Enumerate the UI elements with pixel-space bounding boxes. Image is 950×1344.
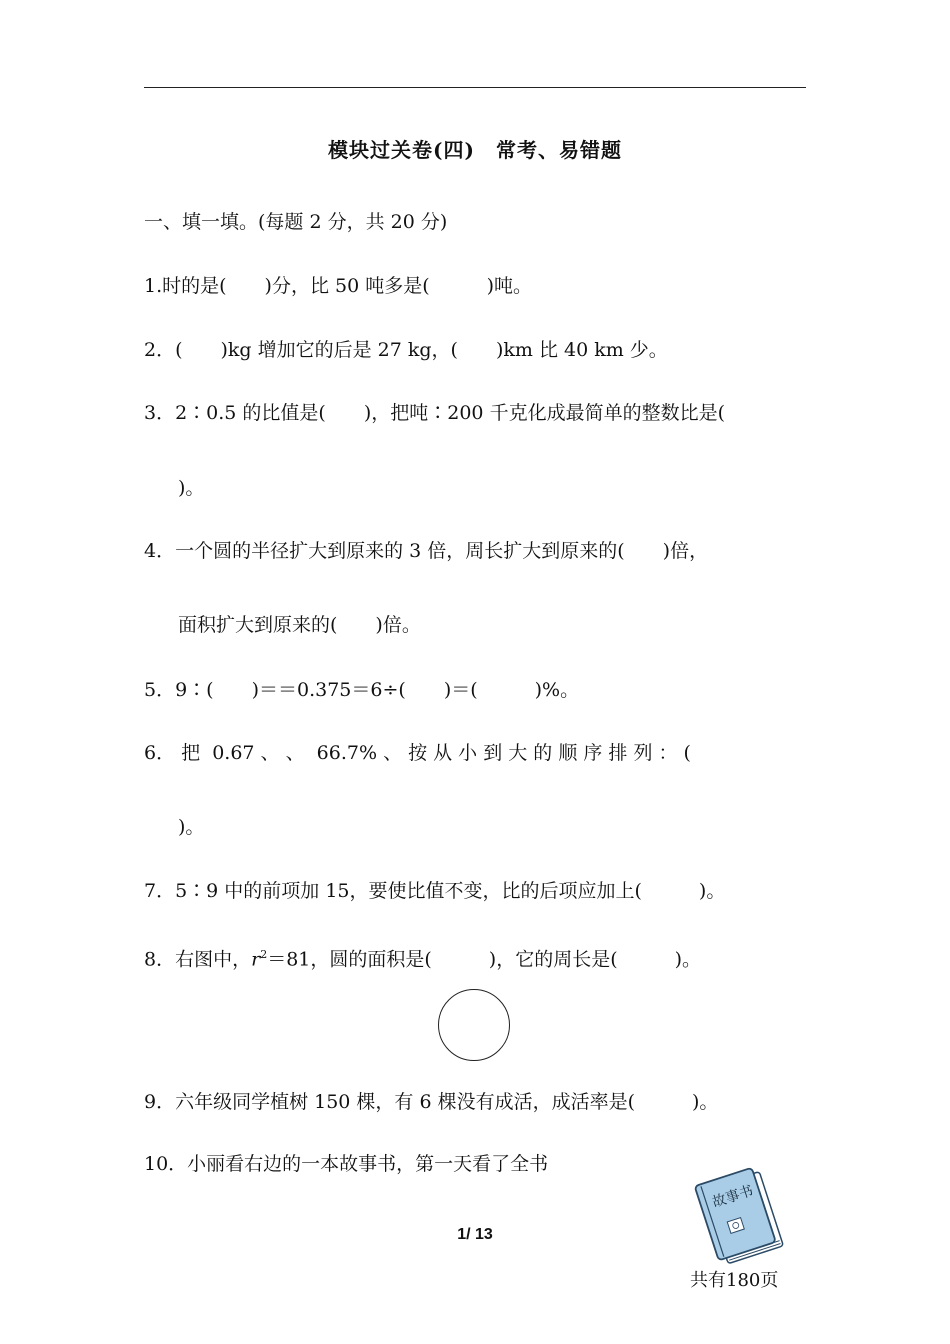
question-1: 1.时的是( )分，比 50 吨多是( )吨。 — [144, 275, 533, 297]
question-3-continued: )。 — [178, 477, 205, 499]
question-9: 9．六年级同学植树 150 棵，有 6 棵没有成活，成活率是( )。 — [144, 1091, 719, 1113]
page-title: 模块过关卷(四) 常考、易错题 — [328, 138, 622, 162]
book-title: 故事书 — [710, 1182, 756, 1212]
radius-exponent: 2 — [260, 948, 268, 961]
question-4-continued: 面积扩大到原来的( )倍。 — [178, 614, 421, 636]
question-8-suffix: ＝81，圆的面积是( )，它的周长是( )。 — [267, 948, 702, 971]
question-3: 3．2∶0.5 的比值是( )，把吨∶200 千克化成最简单的整数比是( — [144, 402, 725, 424]
question-8-prefix: 8．右图中， — [144, 948, 252, 971]
book-caption: 共有180页 — [690, 1270, 779, 1291]
question-2: 2．( )kg 增加它的后是 27 kg，( )km 比 40 km 少。 — [144, 339, 668, 361]
book-icon — [684, 1166, 794, 1266]
section-heading: 一、填一填。(每题 2 分，共 20 分) — [144, 211, 448, 233]
question-8 — [144, 941, 701, 973]
question-7: 7．5∶9 中的前项加 15，要使比值不变，比的后项应加上( )。 — [144, 880, 726, 902]
question-5: 5．9∶( )＝＝0.375＝6÷( )＝( )%。 — [144, 679, 580, 701]
question-10: 10．小丽看右边的一本故事书，第一天看了全书 — [144, 1153, 549, 1175]
circle-figure — [438, 989, 510, 1061]
question-6: 6． 把 0.67 、 、 66.7% 、 按 从 小 到 大 的 顺 序 排 列 ： ( — [144, 742, 691, 764]
question-6-continued: )。 — [178, 816, 205, 838]
header-rule — [144, 87, 806, 88]
page-number: 1/ 13 — [457, 1226, 493, 1243]
storybook-illustration — [684, 1166, 794, 1266]
radius-variable: r — [251, 948, 261, 971]
question-4: 4．一个圆的半径扩大到原来的 3 倍，周长扩大到原来的( )倍， — [144, 540, 709, 562]
